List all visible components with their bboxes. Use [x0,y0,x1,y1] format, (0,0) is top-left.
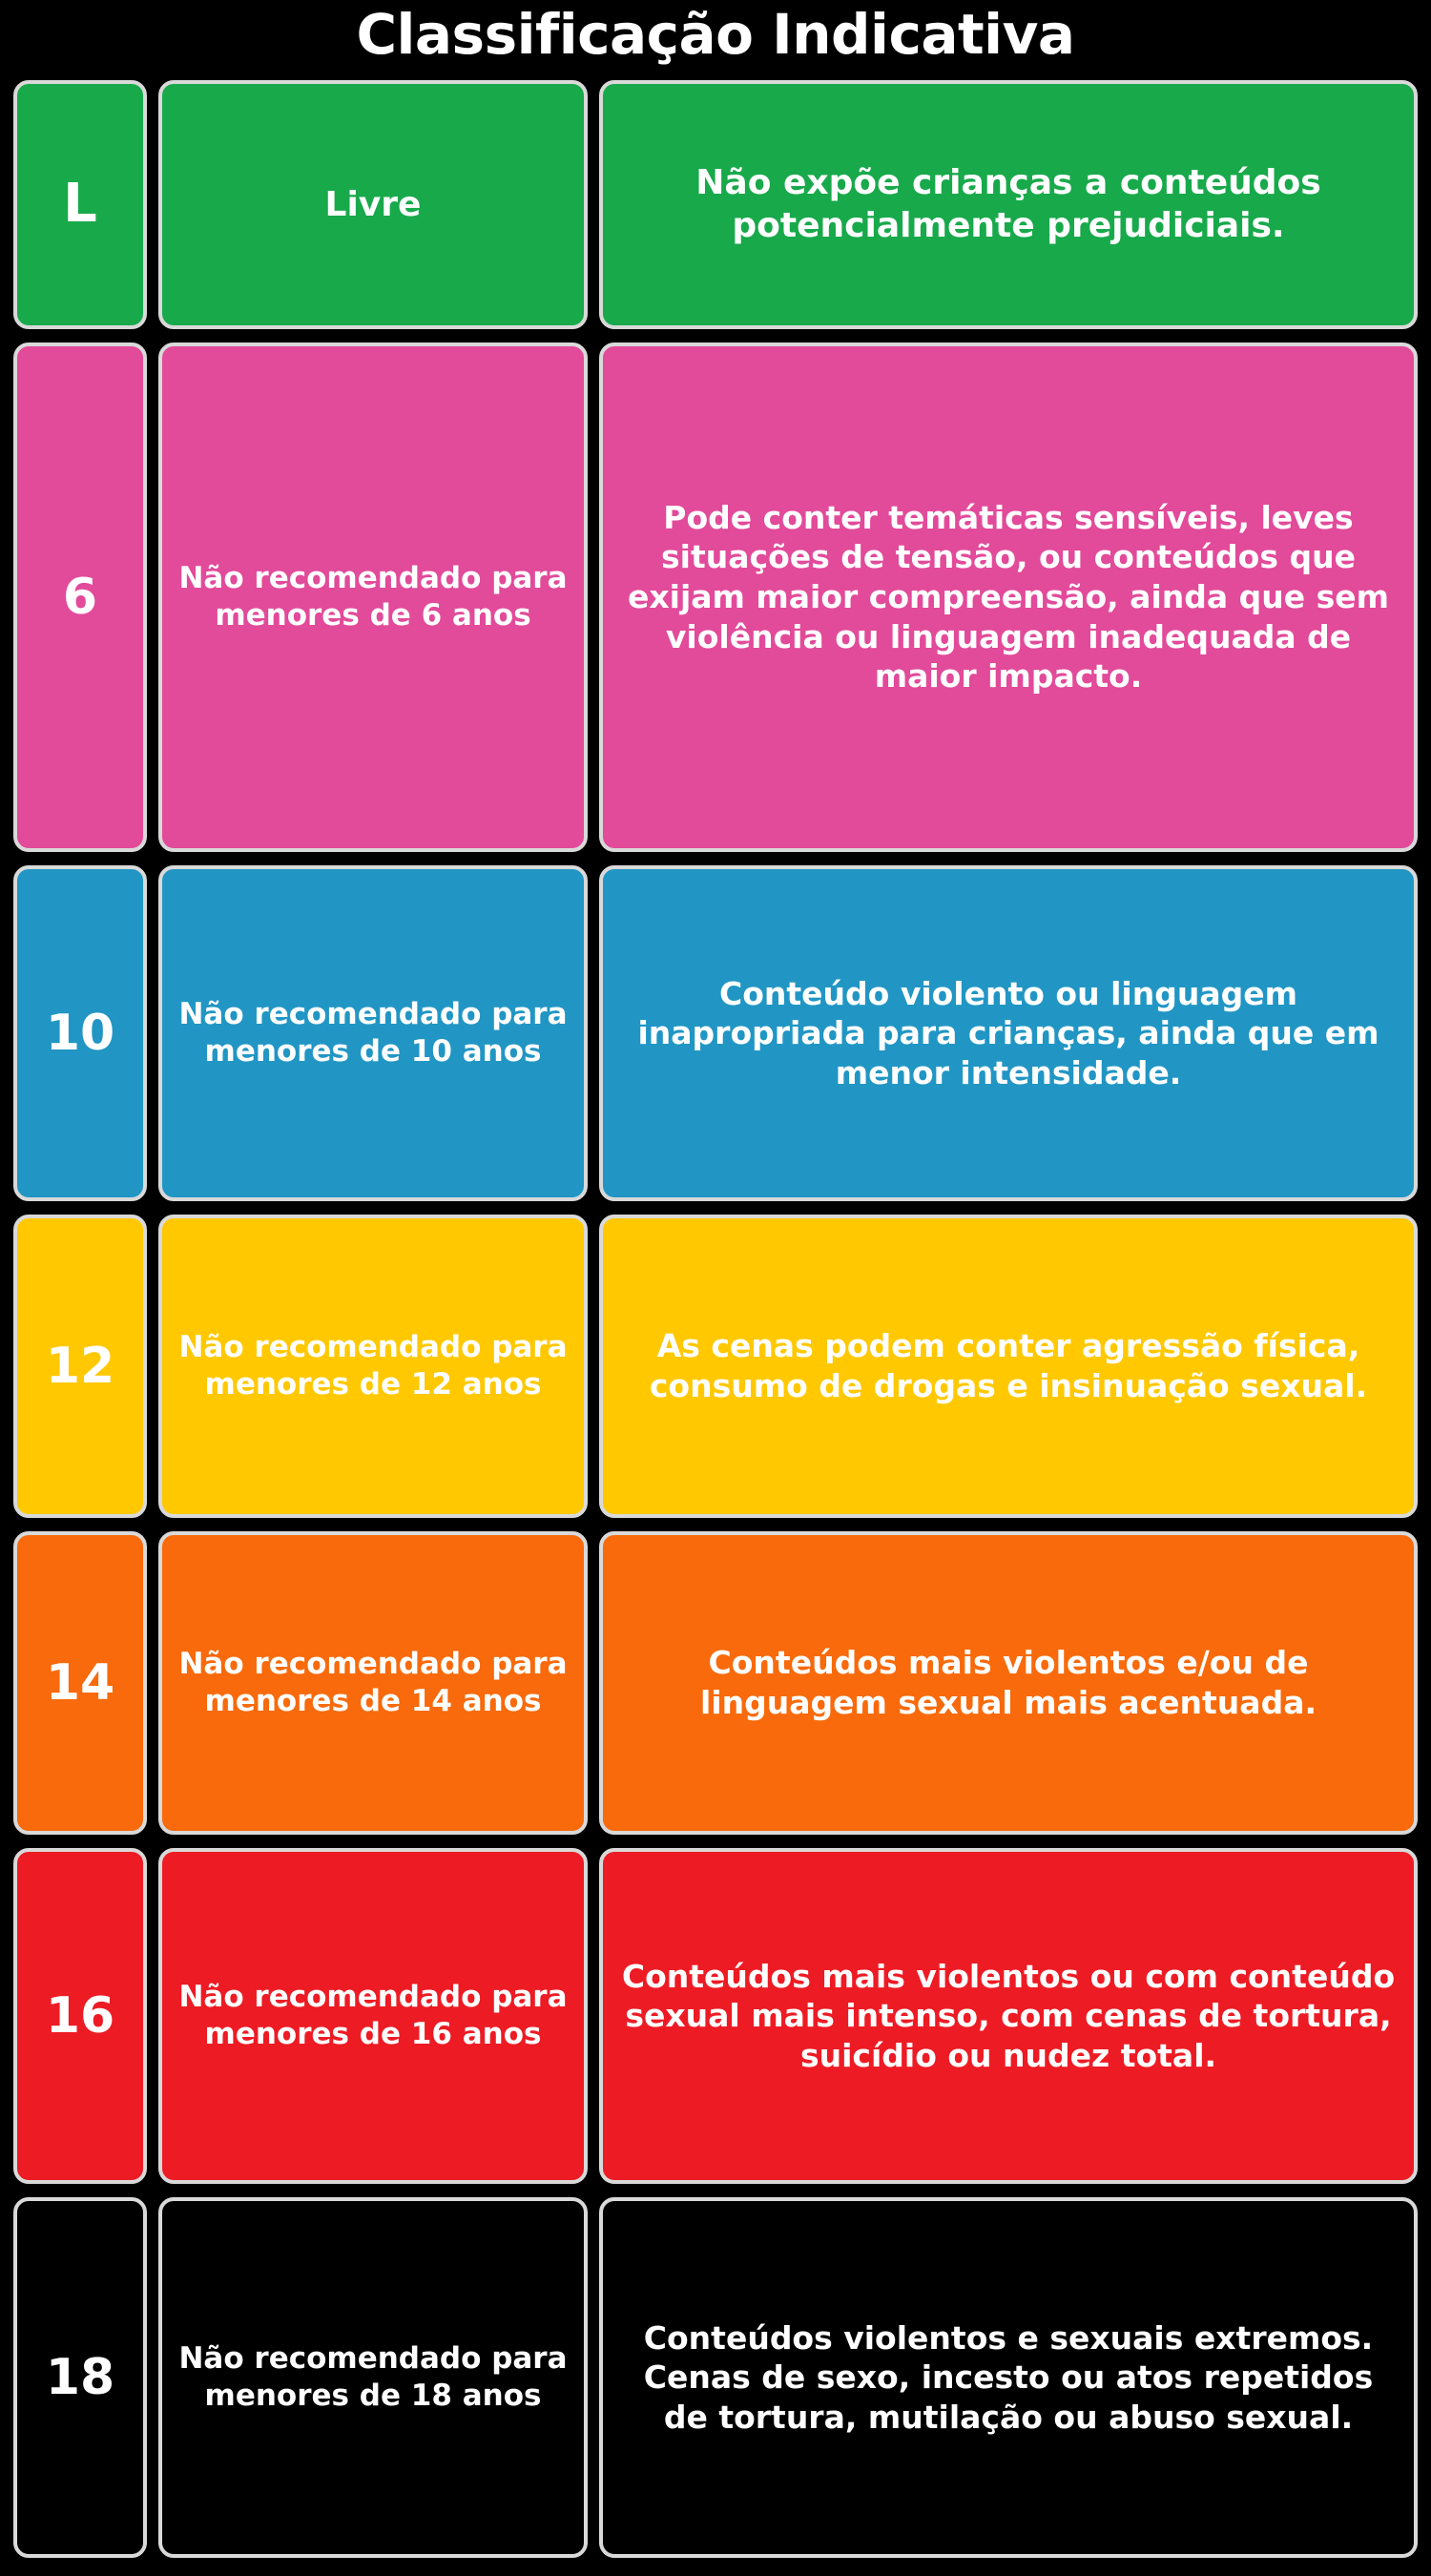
rating-row [13,336,1418,859]
rating-row [13,859,1418,1208]
rating-description: Conteúdos violentos e sexuais extremos. Cenas de sexo, incesto ou atos repetidos de tortura, mutilação ou abuso sexual. [599,2197,1418,2558]
rating-description: As cenas podem conter agressão física, consumo de drogas e insinuação sexual. [599,1215,1418,1518]
rating-label: Livre [158,80,588,329]
rating-age-badge: 6 [13,343,147,852]
rating-description: Conteúdo violento ou linguagem inapropriada para crianças, ainda que em menor intensidade. [599,865,1418,1201]
rating-description: Não expõe crianças a conteúdos potencialmente prejudiciais. [599,80,1418,329]
rating-age-badge: L [13,80,147,329]
rating-age-badge: 18 [13,2197,147,2558]
rating-row [13,2191,1418,2565]
rating-label: Não recomendado para menores de 18 anos [158,2197,588,2558]
rating-row [13,1841,1418,2191]
rating-age-badge: 16 [13,1848,147,2184]
rating-row [13,1525,1418,1841]
rating-label: Não recomendado para menores de 16 anos [158,1848,588,2184]
rating-description: Pode conter temáticas sensíveis, leves situações de tensão, ou conteúdos que exijam maior compreensão, ainda que sem violência ou linguagem inadequada de maior impacto. [599,343,1418,852]
rating-label: Não recomendado para menores de 6 anos [158,343,588,852]
rating-row [13,1208,1418,1525]
rating-age-badge: 12 [13,1215,147,1518]
rating-label: Não recomendado para menores de 14 anos [158,1531,588,1835]
rating-label: Não recomendado para menores de 12 anos [158,1215,588,1518]
rating-label: Não recomendado para menores de 10 anos [158,865,588,1201]
rating-description: Conteúdos mais violentos ou com conteúdo sexual mais intenso, com cenas de tortura, suicídio ou nudez total. [599,1848,1418,2184]
page-title: Classificação Indicativa [356,2,1075,67]
rating-row [13,73,1418,336]
rating-description: Conteúdos mais violentos e/ou de linguagem sexual mais acentuada. [599,1531,1418,1835]
rating-age-badge: 14 [13,1531,147,1835]
rating-rows [0,73,1431,2576]
rating-age-badge: 10 [13,865,147,1201]
